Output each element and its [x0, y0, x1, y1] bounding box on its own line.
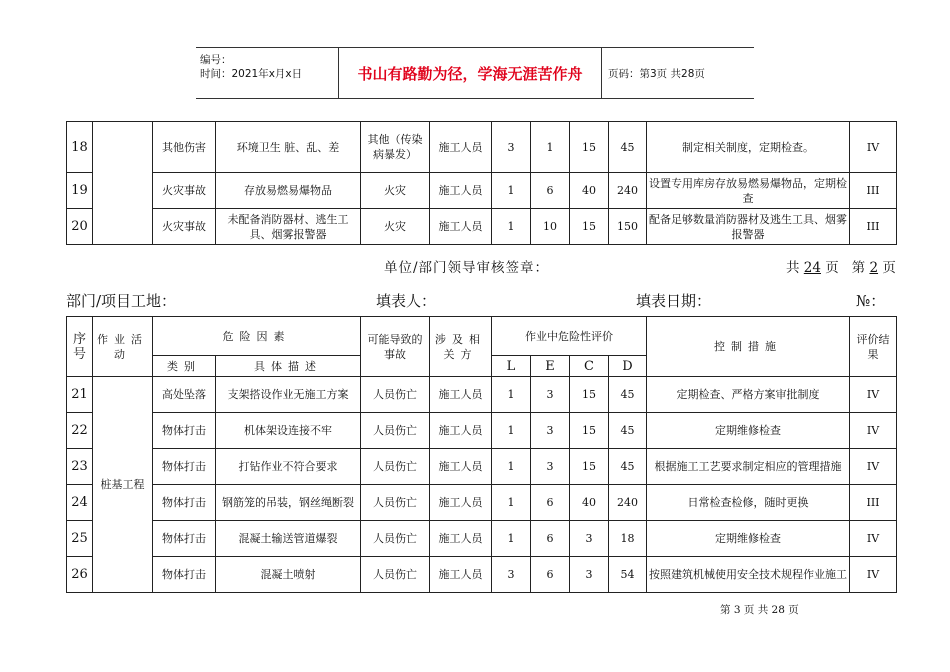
cell-category: 物体打击	[153, 485, 216, 521]
cell-measure: 设置专用库房存放易燃易爆物品，定期检查	[647, 173, 850, 209]
col-hazard-header: 危险因素	[153, 317, 361, 356]
cell-L: 3	[492, 122, 531, 173]
cell-accident: 人员伤亡	[361, 557, 430, 593]
cell-measure: 按照建筑机械使用安全技术规程作业施工	[647, 557, 850, 593]
cell-E: 6	[531, 557, 570, 593]
cell-no: 22	[67, 413, 93, 449]
col-C-header: C	[570, 356, 609, 377]
col-category-header: 类别	[153, 356, 216, 377]
code-label: 编号：	[200, 54, 232, 66]
cell-E: 1	[531, 122, 570, 173]
cell-grade: III	[850, 209, 897, 245]
cell-no: 21	[67, 377, 93, 413]
cell-grade: IV	[850, 557, 897, 593]
page-header	[196, 47, 754, 99]
col-measure-header: 控制措施	[647, 317, 850, 377]
cell-D: 18	[609, 521, 647, 557]
cell-measure: 定期维修检查	[647, 521, 850, 557]
cell-D: 240	[609, 173, 647, 209]
cell-L: 1	[492, 413, 531, 449]
cell-D: 45	[609, 413, 647, 449]
cell-D: 240	[609, 485, 647, 521]
cell-E: 6	[531, 521, 570, 557]
cell-desc: 存放易燃易爆物品	[216, 173, 361, 209]
col-no-header: 序号	[67, 317, 93, 377]
cell-accident: 火灾	[361, 173, 430, 209]
cell-accident: 人员伤亡	[361, 377, 430, 413]
cell-category: 火灾事故	[153, 209, 216, 245]
cell-L: 1	[492, 209, 531, 245]
cell-category: 火灾事故	[153, 173, 216, 209]
page-prefix: 第	[851, 260, 866, 276]
cell-measure: 日常检查检修，随时更换	[647, 485, 850, 521]
cell-D: 45	[609, 377, 647, 413]
cell-L: 1	[492, 173, 531, 209]
cell-accident: 火灾	[361, 209, 430, 245]
cell-party: 施工人员	[430, 485, 492, 521]
cell-E: 10	[531, 209, 570, 245]
cell-no: 24	[67, 485, 93, 521]
cell-category: 其他伤害	[153, 122, 216, 173]
total-prefix: 共	[786, 260, 800, 276]
cell-category: 高处坠落	[153, 377, 216, 413]
col-activity-header: 作业活动	[93, 317, 153, 377]
cell-E: 3	[531, 449, 570, 485]
cell-C: 3	[570, 521, 609, 557]
cell-desc: 混凝土输送管道爆裂	[216, 521, 361, 557]
cell-L: 1	[492, 449, 531, 485]
cell-measure: 配备足够数量消防器材及逃生工具、烟雾报警器	[647, 209, 850, 245]
hazard-table-main	[66, 316, 897, 593]
cell-no: 25	[67, 521, 93, 557]
cell-C: 40	[570, 173, 609, 209]
cell-no: 18	[67, 122, 93, 173]
cell-no: 20	[67, 209, 93, 245]
cell-D: 45	[609, 449, 647, 485]
col-E-header: E	[531, 356, 570, 377]
cell-measure: 定期检查、严格方案审批制度	[647, 377, 850, 413]
cell-E: 6	[531, 173, 570, 209]
cell-measure: 根据施工工艺要求制定相应的管理措施	[647, 449, 850, 485]
page-count	[786, 256, 896, 276]
cell-D: 54	[609, 557, 647, 593]
header-page: 页码：第3页 共28页	[608, 67, 705, 80]
cell-L: 1	[492, 485, 531, 521]
col-party-header: 涉及相关方	[430, 317, 492, 377]
cell-category: 物体打击	[153, 557, 216, 593]
current-page: 2	[869, 260, 879, 276]
cell-grade: III	[850, 173, 897, 209]
cell-desc: 钢筋笼的吊装，钢丝绳断裂	[216, 485, 361, 521]
page-footer: 第 3 页 共 28 页	[720, 604, 799, 616]
hazard-table-top	[66, 121, 897, 245]
cell-C: 40	[570, 485, 609, 521]
cell-party: 施工人员	[430, 173, 492, 209]
cell-grade: IV	[850, 122, 897, 173]
cell-grade: IV	[850, 521, 897, 557]
cell-no: 19	[67, 173, 93, 209]
filler-label: 填表人：	[376, 292, 437, 310]
header-meta	[196, 48, 339, 98]
cell-desc: 支架搭设作业无施工方案	[216, 377, 361, 413]
time-label: 时间：2021年x月x日	[200, 68, 303, 80]
cell-party: 施工人员	[430, 122, 492, 173]
cell-E: 3	[531, 413, 570, 449]
cell-desc: 混凝土喷射	[216, 557, 361, 593]
cell-grade: III	[850, 485, 897, 521]
date-label: 填表日期：	[636, 292, 712, 310]
cell-party: 施工人员	[430, 449, 492, 485]
activity-cell	[93, 122, 153, 245]
cell-party: 施工人员	[430, 413, 492, 449]
cell-accident: 人员伤亡	[361, 449, 430, 485]
cell-L: 1	[492, 377, 531, 413]
col-desc-header: 具体描述	[216, 356, 361, 377]
table-row	[67, 122, 897, 173]
cell-E: 6	[531, 485, 570, 521]
table-row	[67, 449, 897, 485]
cell-measure: 制定相关制度，定期检查。	[647, 122, 850, 173]
cell-category: 物体打击	[153, 413, 216, 449]
cell-no: 26	[67, 557, 93, 593]
no-label: №：	[856, 292, 886, 310]
table-row	[67, 557, 897, 593]
cell-E: 3	[531, 377, 570, 413]
cell-desc: 机体架设连接不牢	[216, 413, 361, 449]
page-suffix: 页	[882, 260, 896, 276]
table-row	[67, 377, 897, 413]
cell-party: 施工人员	[430, 521, 492, 557]
dept-label: 部门/项目工地：	[66, 292, 177, 310]
cell-party: 施工人员	[430, 209, 492, 245]
cell-C: 15	[570, 122, 609, 173]
cell-desc: 环境卫生 脏、乱、差	[216, 122, 361, 173]
cell-no: 23	[67, 449, 93, 485]
table-row	[67, 173, 897, 209]
cell-D: 45	[609, 122, 647, 173]
col-L-header: L	[492, 356, 531, 377]
table-row	[67, 521, 897, 557]
cell-C: 15	[570, 449, 609, 485]
total-pages: 24	[803, 260, 821, 276]
col-D-header: D	[609, 356, 647, 377]
sign-label: 单位/部门领导审核签章：	[384, 260, 550, 276]
cell-accident: 人员伤亡	[361, 521, 430, 557]
table-row	[67, 209, 897, 245]
cell-accident: 其他（传染病暴发）	[361, 122, 430, 173]
col-grade-header: 评价结果	[850, 317, 897, 377]
cell-desc: 未配备消防器材、逃生工具、烟雾报警器	[216, 209, 361, 245]
cell-party: 施工人员	[430, 557, 492, 593]
col-risk-header: 作业中危险性评价	[492, 317, 647, 356]
cell-L: 3	[492, 557, 531, 593]
cell-category: 物体打击	[153, 449, 216, 485]
cell-C: 15	[570, 377, 609, 413]
cell-accident: 人员伤亡	[361, 485, 430, 521]
activity-cell: 桩基工程	[93, 377, 153, 593]
cell-accident: 人员伤亡	[361, 413, 430, 449]
cell-grade: IV	[850, 413, 897, 449]
cell-category: 物体打击	[153, 521, 216, 557]
table-row	[67, 485, 897, 521]
cell-party: 施工人员	[430, 377, 492, 413]
cell-D: 150	[609, 209, 647, 245]
cell-C: 15	[570, 209, 609, 245]
cell-L: 1	[492, 521, 531, 557]
cell-grade: IV	[850, 377, 897, 413]
cell-C: 15	[570, 413, 609, 449]
table-row	[67, 413, 897, 449]
cell-desc: 打钻作业不符合要求	[216, 449, 361, 485]
header-motto: 书山有路勤为径，学海无涯苦作舟	[339, 48, 602, 98]
cell-measure: 定期维修检查	[647, 413, 850, 449]
page-mid: 页	[825, 260, 839, 276]
col-accident-header: 可能导致的事故	[361, 317, 430, 377]
cell-grade: IV	[850, 449, 897, 485]
cell-C: 3	[570, 557, 609, 593]
